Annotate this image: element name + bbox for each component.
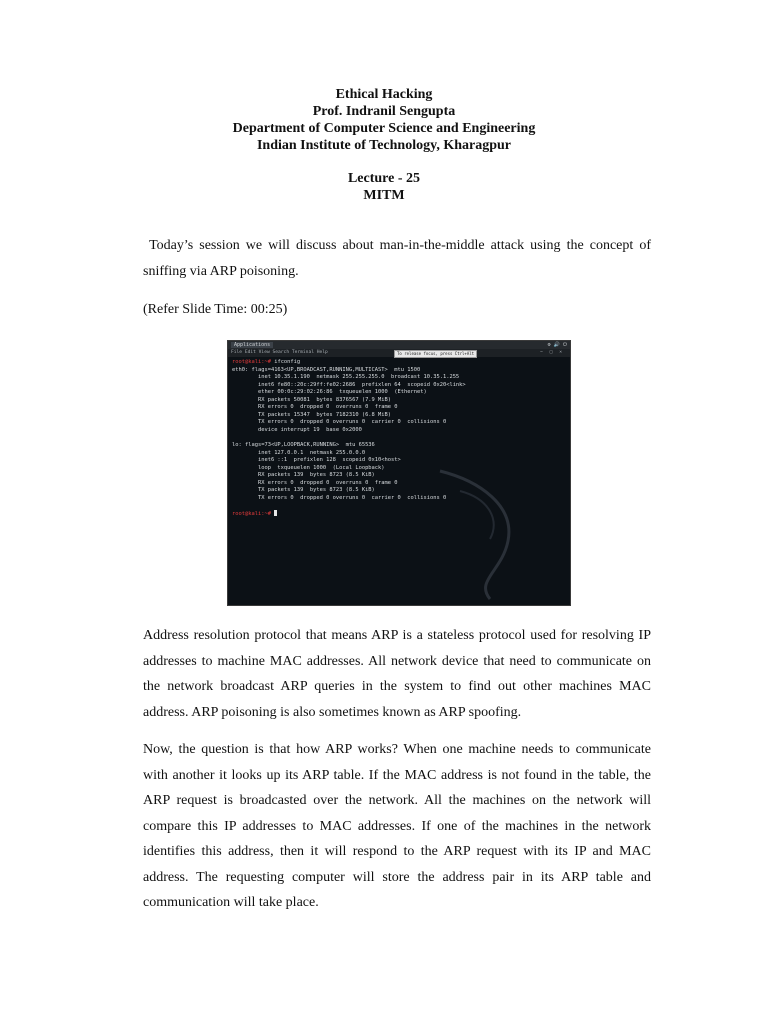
professor-name: Prof. Indranil Sengupta xyxy=(312,104,456,119)
document-header xyxy=(0,86,768,154)
terminal-menu-items: File Edit View Search Terminal Help xyxy=(231,350,328,355)
department-name: Department of Computer Science and Engineering xyxy=(232,121,536,136)
slide-time-reference: (Refer Slide Time: 00:25) xyxy=(143,302,288,317)
terminal-prompt: root@kali:~# xyxy=(232,359,271,365)
arp-definition-paragraph: Address resolution protocol that means ARP is a stateless protocol used for resolving IP addresses to machine MAC addresses. All network device that need to communicate on the network broadcast ARP queries in the system to find out other machines MAC address. ARP poisoning is also sometimes known as ARP spoofing. xyxy=(143,628,651,720)
window-controls: − □ × xyxy=(540,350,564,355)
terminal-command: ifconfig xyxy=(270,359,301,365)
desktop-topbar xyxy=(228,341,570,349)
arp-working-paragraph: Now, the question is that how ARP works? When one machine needs to communicate with another it looks up its ARP table. If the MAC address is not found in the table, the ARP request is broadcasted over the network. All the machines on the network will compare this IP addresses to MAC addresses. If one of the machines in the network identifies this address, then it will respond to the ARP request with its IP and MAC address. The requesting computer will store the address pair in its ARP table and communication will take place. xyxy=(143,742,651,910)
terminal-prompt-2: root@kali:~# xyxy=(232,510,271,517)
institute-name: Indian Institute of Technology, Kharagpur xyxy=(256,138,511,153)
lecture-heading xyxy=(0,170,768,204)
system-tray-icons: ⚙ 🔊 ⏻ xyxy=(547,342,567,348)
terminal-cursor xyxy=(274,510,277,516)
terminal-output-area xyxy=(228,357,570,520)
ifconfig-output: eth0: flags=4163<UP,BROADCAST,RUNNING,MULTICAST> mtu 1500 inet 10.35.1.190 netmask 255.255.255.0 broadcast 10.35.1.255 inet6 fe80::20c:29ff:fe02:2686 prefixlen 64 scopeid 0x20<link> ether 00:0c:29:02:26:86 txqueuelen 1000 (Ethernet) RX packets 50081 bytes 8376567 (7.9 MiB) RX errors 0 dropped 0 overruns 0 frame 0 TX packets 15347 bytes 7182310 (6.8 MiB) TX errors 0 dropped 0 overruns 0 carrier 0 collisions 0 device interrupt 19 base 0x2000 lo: flags=73<UP,LOOPBACK,RUNNING> mtu 65536 inet 127.0.0.1 netmask 255.0.0.0 inet6 ::1 prefixlen 128 scopeid 0x10<host> loop txqueuelen 1000 (Local Loopback) RX packets 139 bytes 8723 (8.5 KiB) RX errors 0 dropped 0 overruns 0 frame 0 TX packets 139 bytes 8723 (8.5 KiB) TX errors 0 dropped 0 overruns 0 carrier 0 collisions 0 xyxy=(232,366,466,501)
focus-tooltip: To release focus, press Ctrl+Alt xyxy=(394,350,477,358)
terminal-screenshot xyxy=(227,340,571,606)
lecture-topic: MITM xyxy=(363,188,405,203)
lecture-number: Lecture - 25 xyxy=(347,171,421,186)
applications-menu: Applications xyxy=(231,342,273,348)
intro-paragraph: Today’s session we will discuss about man-in-the-middle attack using the concept of sniffing via ARP poisoning. xyxy=(143,238,655,279)
course-title: Ethical Hacking xyxy=(335,87,433,102)
